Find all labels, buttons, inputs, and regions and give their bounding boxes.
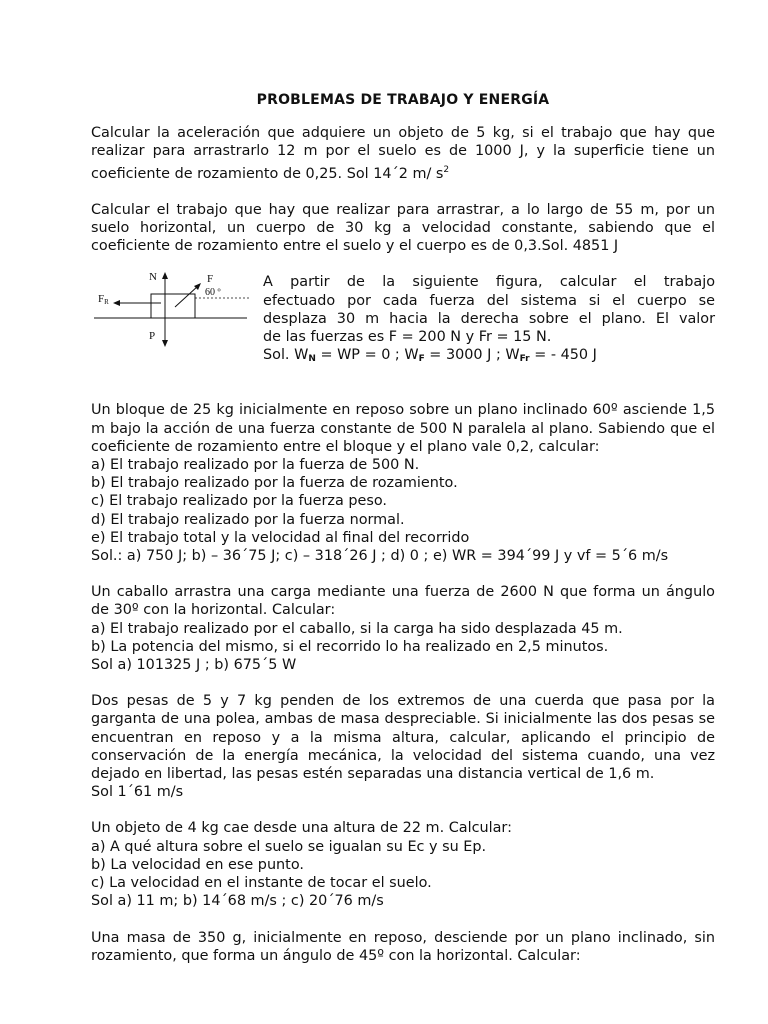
problem-3-text	[263, 273, 715, 368]
force-diagram	[91, 269, 261, 359]
document-title: PROBLEMAS DE TRABAJO Y ENERGÍA	[256, 92, 550, 108]
problem-5	[91, 583, 715, 674]
problem-4	[91, 401, 715, 565]
problem-3-line: efectuado por cada fuerza del sistema si el cuerpo se	[263, 292, 715, 309]
problem-3-line: de las fuerzas es F = 200 N y Fr = 15 N.	[263, 329, 552, 346]
problem-1-text: Calcular la aceleración que adquiere un objeto de 5 kg, si el trabajo que hay que realizar para arrastrarlo 12 m por el suelo es de 1000 J, y la superficie tiene un coeficiente de rozamiento de 0,25. Sol 14´2 m/ s	[91, 125, 715, 182]
problem-5-solution: Sol a) 101325 J ; b) 675´5 W	[91, 657, 297, 674]
problem-7-intro: Un objeto de 4 kg cae desde una altura de 22 m. Calcular:	[91, 820, 512, 837]
label-f: F	[207, 273, 214, 286]
problem-4-item: a) El trabajo realizado por la fuerza de 500 N.	[91, 457, 420, 474]
problem-8	[91, 929, 715, 965]
problem-5-item: b) La potencia del mismo, si el recorrido lo ha realizado en 2,5 minutos.	[91, 638, 609, 655]
problem-4-intro: Un bloque de 25 kg inicialmente en reposo sobre un plano inclinado 60º asciende 1,5 m bajo la acción de una fuerza constante de 500 N paralela al plano. Sabiendo que el coeficiente de rozamiento entre el bloque y el plano vale 0,2, calcular:	[91, 402, 715, 455]
block	[151, 294, 195, 318]
problem-4-item: e) El trabajo total y la velocidad al final del recorrido	[91, 529, 470, 546]
problem-1-superscript: 2	[443, 164, 450, 175]
problem-7-item: c) La velocidad en el instante de tocar el suelo.	[91, 875, 432, 892]
problem-4-item: c) El trabajo realizado por la fuerza peso.	[91, 493, 387, 510]
problem-3-solution: Sol. $W_N$ = WP = 0 ; $W_F = 3000$ J ; $W_{Fr}$ = - 450 J	[263, 347, 597, 365]
problem-8-intro: Una masa de 350 g, inicialmente en reposo, desciende por un plano inclinado, sin rozamiento, que forma un ángulo de 45º con la horizontal. Calcular:	[91, 929, 715, 964]
problem-7-solution: Sol a) 11 m; b) 14´68 m/s ; c) 20´76 m/s	[91, 893, 384, 910]
problem-6	[91, 692, 715, 801]
problem-2: Calcular el trabajo que hay que realizar para arrastrar, a lo largo de 55 m, por un suelo horizontal, un cuerpo de 30 kg a velocidad constante, sabiendo que el coeficiente de rozamiento entre el suelo y el cuerpo es de 0,3.Sol. 4851 J	[91, 201, 715, 255]
document-page	[91, 91, 715, 983]
problem-3-line: A partir de la siguiente figura, calcular el trabajo	[263, 274, 715, 291]
problem-1	[91, 124, 715, 183]
problem-3	[91, 273, 715, 383]
problem-4-item: b) El trabajo realizado por la fuerza de rozamiento.	[91, 475, 458, 492]
problem-5-intro: Un caballo arrastra una carga mediante una fuerza de 2600 N que forma un ángulo de 30º con la horizontal. Calcular:	[91, 584, 715, 619]
label-n: N	[149, 271, 157, 284]
problem-5-item: a) El trabajo realizado por el caballo, si la carga ha sido desplazada 45 m.	[91, 620, 623, 637]
problem-6-solution: Sol 1´61 m/s	[91, 784, 184, 801]
problem-7-item: b) La velocidad en ese punto.	[91, 856, 304, 873]
problem-7	[91, 819, 715, 910]
label-angle: 60 º	[205, 287, 221, 299]
label-fr: FR	[98, 293, 109, 307]
label-p: P	[149, 330, 156, 343]
problem-4-solution: Sol.: a) 750 J; b) – 36´75 J; c) – 318´26 J ; d) 0 ; e) WR = 394´99 J y vf = 5´6 m/s	[91, 548, 669, 565]
problem-7-item: a) A qué altura sobre el suelo se igualan su Ec y su Ep.	[91, 838, 487, 855]
problem-6-intro: Dos pesas de 5 y 7 kg penden de los extremos de una cuerda que pasa por la garganta de una polea, ambas de masa despreciable. Si inicialmente las dos pesas se encuentran en reposo y a la misma altura, calcular, aplicando el principio de conservación de la energía mecánica, la velocidad del sistema cuando, una vez dejado en libertad, las pesas estén separadas una distancia vertical de 1,6 m.	[91, 693, 715, 783]
problem-4-item: d) El trabajo realizado por la fuerza normal.	[91, 511, 405, 528]
problem-3-line: desplaza 30 m hacia la derecha sobre el plano. El valor	[263, 310, 715, 327]
